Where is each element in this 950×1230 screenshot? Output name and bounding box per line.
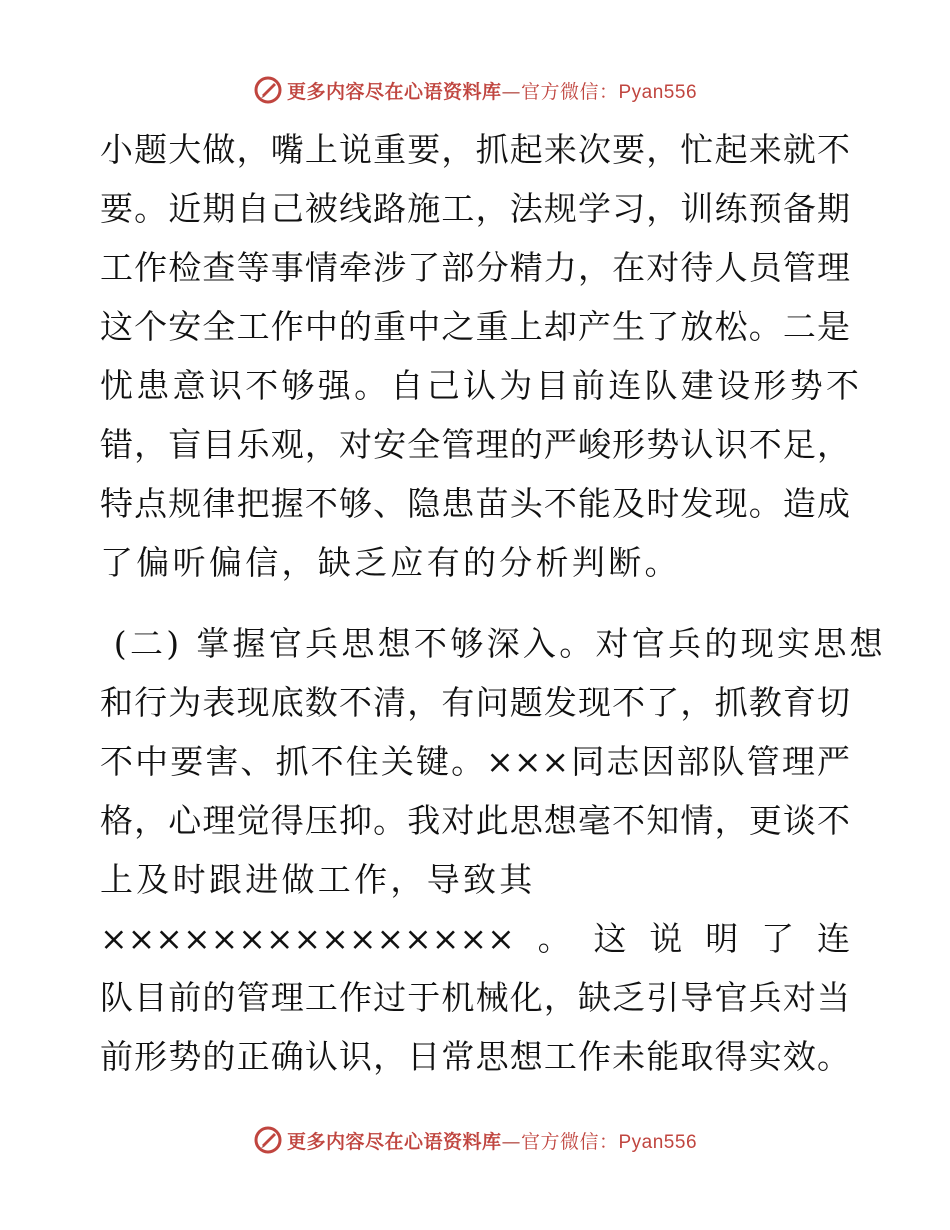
watermark-separator: — (501, 80, 521, 103)
watermark-text (287, 1127, 697, 1154)
watermark-handle: Pyan556 (618, 1131, 698, 1153)
text-line: ×××××××××××××××。这说明了连 (100, 919, 850, 958)
text-line: 特点规律把握不够、隐患苗头不能及时发现。造成 (100, 484, 850, 523)
paragraph-1 (100, 120, 863, 592)
text-line: 不中要害、抓不住关键。×××同志因部队管理严 (100, 742, 850, 781)
watermark-official: 官方微信： (520, 1130, 619, 1153)
text-line: 忧患意识不够强。自己认为目前连队建设形势不 (100, 366, 863, 405)
watermark-text (287, 77, 697, 104)
watermark-banner-top (0, 70, 950, 110)
text-line: 这个安全工作中的重中之重上却产生了放松。二是 (100, 307, 850, 346)
text-line: 前形势的正确认识，日常思想工作未能取得实效。 (100, 1037, 850, 1076)
paragraph-2 (100, 614, 886, 1086)
watermark-separator: — (501, 1130, 521, 1153)
text-line: 要。近期自己被线路施工，法规学习，训练预备期 (100, 189, 850, 228)
document-body (100, 120, 886, 1086)
text-line: 工作检查等事情牵涉了部分精力，在对待人员管理 (100, 248, 850, 287)
text-line: 小题大做，嘴上说重要，抓起来次要，忙起来就不 (100, 130, 850, 169)
text-line: 队目前的管理工作过于机械化，缺乏引导官兵对当 (100, 978, 850, 1017)
text-line: 上及时跟进做工作，导致其 (100, 860, 536, 899)
watermark-banner-bottom (0, 1120, 950, 1160)
logo-icon (253, 75, 283, 105)
watermark-official: 官方微信： (520, 80, 619, 103)
watermark-handle: Pyan556 (618, 81, 698, 103)
watermark-brand: 更多内容尽在心语资料库 (286, 1130, 502, 1153)
text-line: 错，盲目乐观，对安全管理的严峻形势认识不足， (100, 425, 850, 464)
text-line: (二) 掌握官兵思想不够深入。对官兵的现实思想 (100, 624, 886, 663)
text-line: 了偏听偏信，缺乏应有的分析判断。 (100, 543, 681, 582)
text-line: 格，心理觉得压抑。我对此思想毫不知情，更谈不 (100, 801, 850, 840)
text-line: 和行为表现底数不清，有问题发现不了，抓教育切 (100, 683, 850, 722)
logo-icon (253, 1125, 283, 1155)
watermark-brand: 更多内容尽在心语资料库 (286, 80, 502, 103)
